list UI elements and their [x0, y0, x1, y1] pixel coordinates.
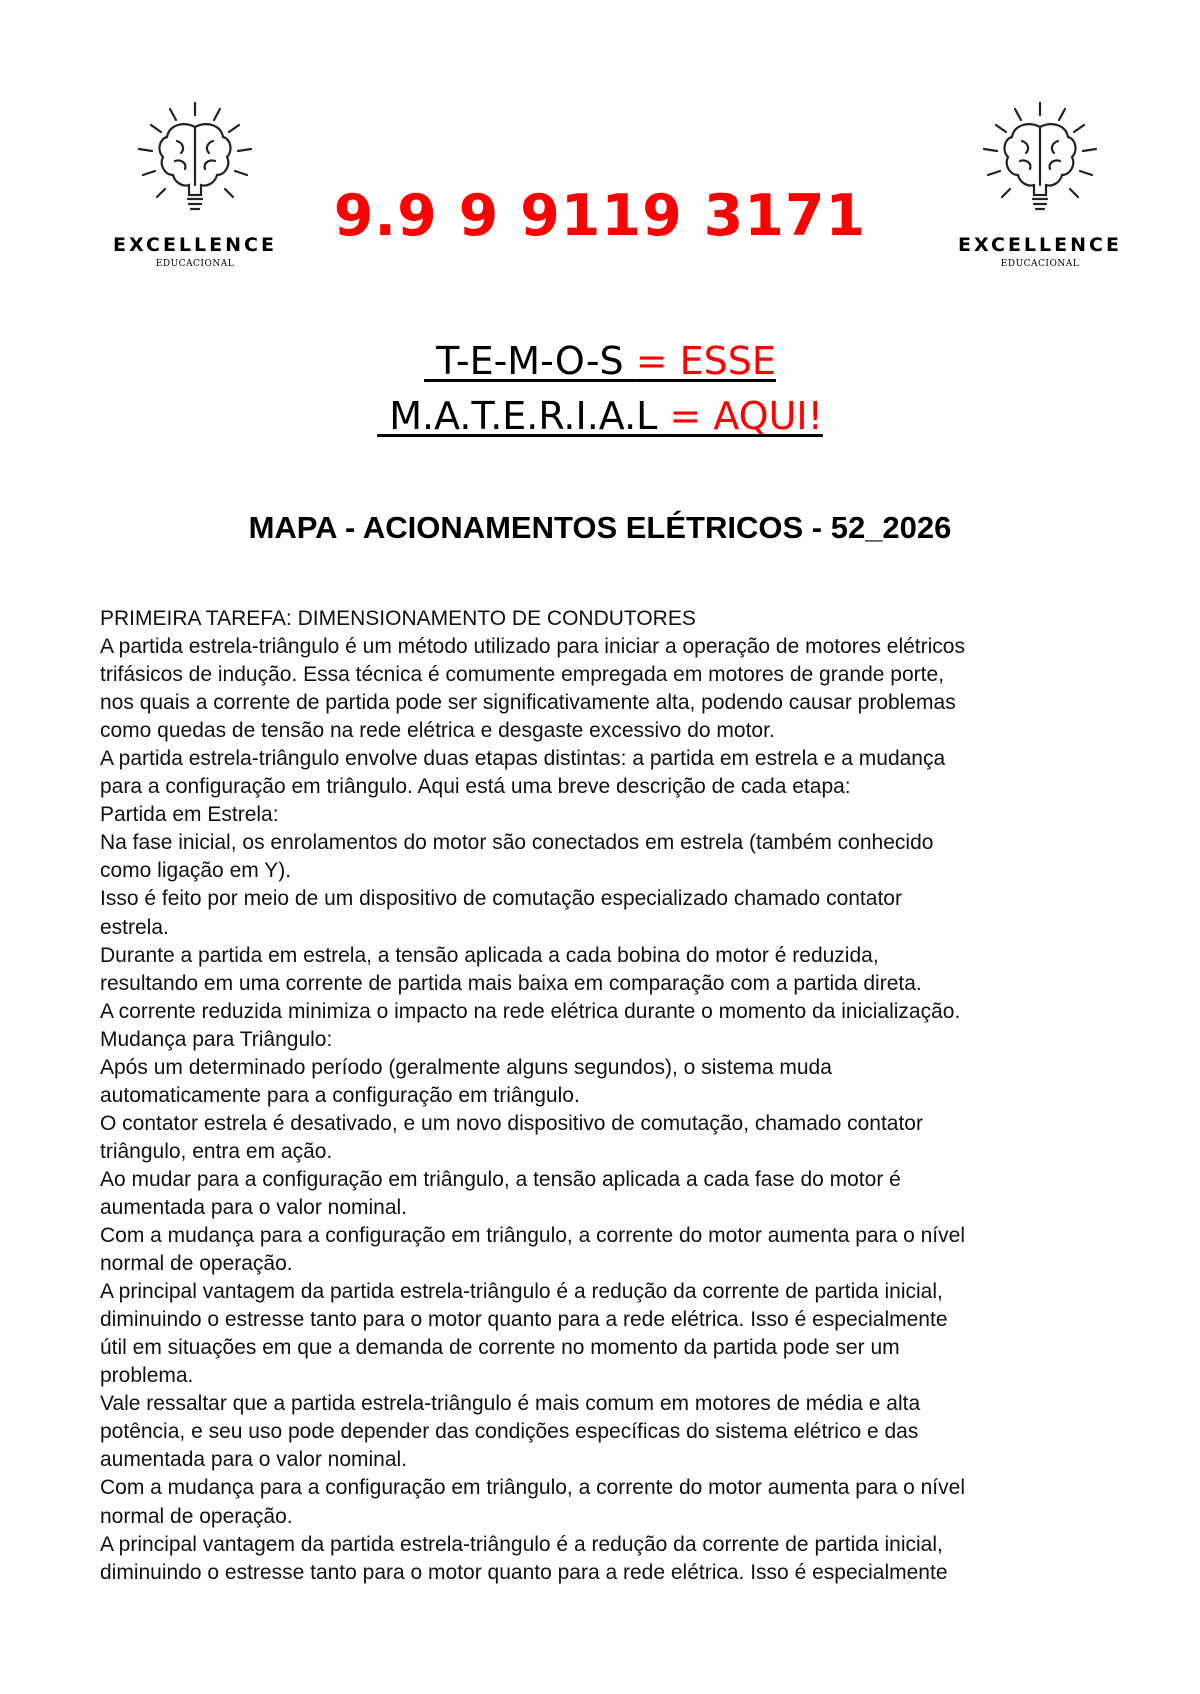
body-line: O contator estrela é desativado, e um novo dispositivo de comutação, chamado contator — [100, 1111, 923, 1135]
body-line: Com a mudança para a configuração em triângulo, a corrente do motor aumenta para o nível — [100, 1476, 965, 1500]
logo-brand-text: EXCELLENCE — [113, 234, 277, 256]
body-line: A partida estrela-triângulo envolve duas etapas distintas: a partida em estrela e a mudança — [100, 747, 946, 771]
body-line: trifásicos de indução. Essa técnica é comumente empregada em motores de grande porte, — [100, 663, 944, 687]
body-line: normal de operação. — [100, 1252, 293, 1276]
body-line: Com a mudança para a configuração em triângulo, a corrente do motor aumenta para o nível — [100, 1224, 965, 1248]
body-line: como ligação em Y). — [100, 859, 292, 883]
body-line: A partida estrela-triângulo é um método utilizado para iniciar a operação de motores elétricos — [100, 635, 965, 659]
document-title: MAPA - ACIONAMENTOS ELÉTRICOS - 52_2026 — [248, 510, 952, 545]
body-line: aumentada para o valor nominal. — [100, 1448, 408, 1472]
body-line: Durante a partida em estrela, a tensão aplicada a cada bobina do motor é reduzida, — [100, 943, 879, 967]
body-line: A principal vantagem da partida estrela-triângulo é a redução da corrente de partida inicial, — [100, 1532, 943, 1556]
body-line: aumentada para o valor nominal. — [100, 1195, 408, 1219]
body-line: potência, e seu uso pode depender das condições específicas do sistema elétrico e das — [100, 1420, 919, 1444]
body-line: triângulo, entra em ação. — [100, 1139, 333, 1163]
body-line: resultando em uma corrente de partida mais baixa em comparação com a partida direta. — [100, 971, 922, 995]
promo-line-2-suffix: = AQUI! — [669, 394, 823, 438]
body-line: como quedas de tensão na rede elétrica e desgaste excessivo do motor. — [100, 719, 775, 743]
body-line: problema. — [100, 1364, 194, 1388]
promo-line-2 — [0, 393, 1200, 439]
body-line: Após um determinado período (geralmente alguns segundos), o sistema muda — [100, 1055, 832, 1079]
body-line: automaticamente para a configuração em triângulo. — [100, 1083, 580, 1107]
body-line: Ao mudar para a configuração em triângulo, a tensão aplicada a cada fase do motor é — [100, 1167, 901, 1191]
body-line: Vale ressaltar que a partida estrela-triângulo é mais comum em motores de média e alta — [100, 1392, 921, 1416]
body-line: Na fase inicial, os enrolamentos do motor são conectados em estrela (também conhecido — [100, 831, 934, 855]
body-line: estrela. — [100, 915, 169, 939]
body-line: útil em situações em que a demanda de corrente no momento da partida pode ser um — [100, 1336, 900, 1360]
body-line: PRIMEIRA TAREFA: DIMENSIONAMENTO DE CONDUTORES — [100, 607, 696, 630]
body-line: Mudança para Triângulo: — [100, 1027, 333, 1051]
body-line: para a configuração em triângulo. Aqui está uma breve descrição de cada etapa: — [100, 775, 851, 799]
body-line: diminuindo o estresse tanto para o motor quanto para a rede elétrica. Isso é especialmente — [100, 1308, 948, 1332]
body-line: diminuindo o estresse tanto para o motor quanto para a rede elétrica. Isso é especialmente — [100, 1560, 948, 1584]
body-line: Partida em Estrela: — [100, 803, 279, 827]
body-line: A principal vantagem da partida estrela-triângulo é a redução da corrente de partida inicial, — [100, 1280, 943, 1304]
promo-line-1-suffix: = ESSE — [635, 339, 776, 383]
body-line: nos quais a corrente de partida pode ser significativamente alta, podendo causar problemas — [100, 691, 956, 715]
promo-line-1-prefix: T-E-M-O-S — [424, 339, 636, 383]
logo-subtitle-text: EDUCACIONAL — [1000, 259, 1080, 269]
body-line: A corrente reduzida minimiza o impacto na rede elétrica durante o momento da inicialização. — [100, 999, 961, 1023]
promo-line-2-prefix: M.A.T.E.R.I.A.L — [377, 394, 670, 438]
body-line: Isso é feito por meio de um dispositivo de comutação especializado chamado contator — [100, 887, 902, 911]
phone-number: 9.9 9 9119 3171 — [333, 183, 867, 249]
document-body — [100, 605, 1120, 1587]
promo-line-1 — [0, 338, 1200, 384]
body-line: normal de operação. — [100, 1504, 293, 1528]
logo-subtitle-text: EDUCACIONAL — [155, 259, 235, 269]
logo-brand-text: EXCELLENCE — [958, 234, 1122, 256]
